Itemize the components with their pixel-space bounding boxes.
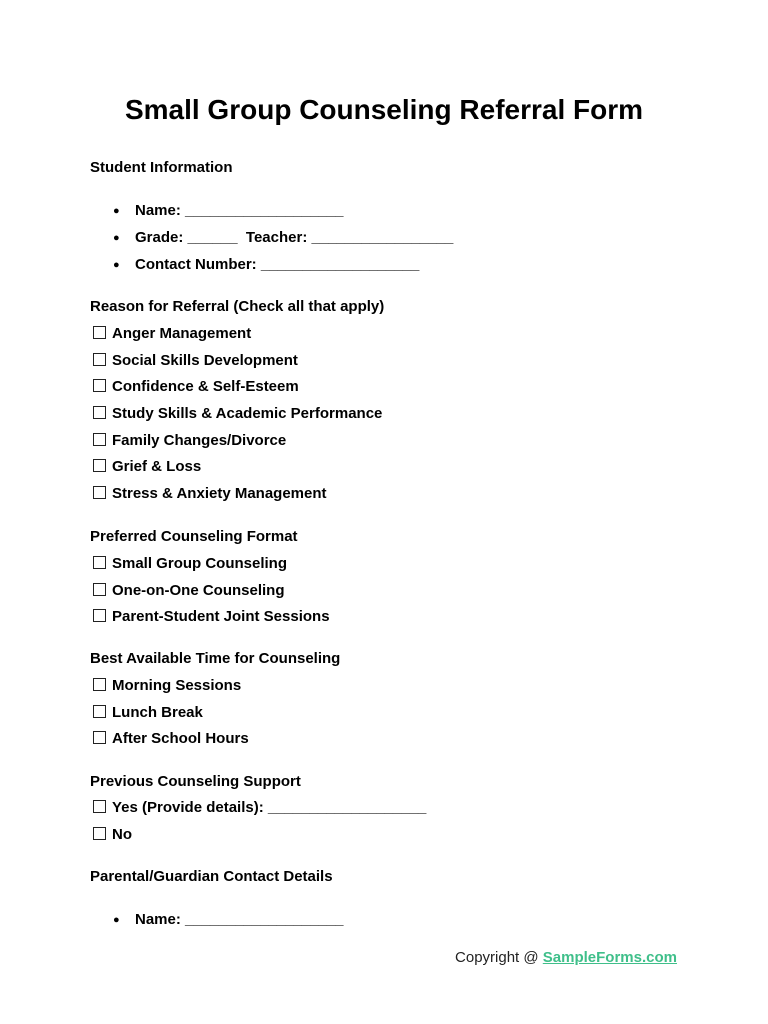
- format-heading: Preferred Counseling Format: [90, 528, 298, 545]
- guardian-name-item[interactable]: ● Name: ___________________: [113, 911, 344, 928]
- time-checkbox-item[interactable]: Lunch Break: [90, 703, 249, 730]
- previous-checkbox-item[interactable]: No: [90, 825, 426, 852]
- checkbox-icon[interactable]: [93, 827, 106, 840]
- checkbox-icon[interactable]: [93, 459, 106, 472]
- checkbox-icon[interactable]: [93, 609, 106, 622]
- checkbox-icon[interactable]: [93, 433, 106, 446]
- student-info-list: [113, 201, 453, 282]
- format-list: [90, 554, 330, 634]
- time-list: [90, 676, 249, 756]
- checkbox-icon[interactable]: [93, 800, 106, 813]
- checkbox-icon[interactable]: [93, 678, 106, 691]
- guardian-heading: Parental/Guardian Contact Details: [90, 868, 333, 885]
- format-checkbox-item[interactable]: Small Group Counseling: [90, 554, 330, 581]
- reason-checkbox-item[interactable]: Family Changes/Divorce: [90, 431, 382, 458]
- student-info-heading: Student Information: [90, 159, 233, 176]
- reason-checkbox-item[interactable]: Study Skills & Academic Performance: [90, 404, 382, 431]
- reason-heading: Reason for Referral (Check all that apply): [90, 298, 385, 315]
- previous-checkbox-item[interactable]: Yes (Provide details): ___________________: [90, 798, 426, 825]
- checkbox-icon[interactable]: [93, 583, 106, 596]
- copyright-footer: [455, 948, 677, 968]
- checkbox-icon[interactable]: [93, 379, 106, 392]
- student-contact-item[interactable]: ● Contact Number: ___________________: [113, 256, 420, 273]
- guardian-list: [113, 910, 344, 937]
- sampleforms-link[interactable]: SampleForms.com: [542, 949, 677, 966]
- checkbox-icon[interactable]: [93, 406, 106, 419]
- checkbox-icon[interactable]: [93, 353, 106, 366]
- reason-checkbox-item[interactable]: Grief & Loss: [90, 457, 382, 484]
- previous-list: [90, 798, 426, 851]
- format-checkbox-item[interactable]: One-on-One Counseling: [90, 581, 330, 608]
- student-grade-teacher-item[interactable]: ● Grade: ______ Teacher: _________________: [113, 229, 454, 246]
- checkbox-icon[interactable]: [93, 705, 106, 718]
- checkbox-icon[interactable]: [93, 326, 106, 339]
- reason-checkbox-item[interactable]: Anger Management: [90, 324, 382, 351]
- copyright-text: Copyright @: [455, 949, 543, 966]
- time-heading: Best Available Time for Counseling: [90, 650, 341, 667]
- bullet-icon: ●: [113, 232, 120, 244]
- bullet-icon: ●: [113, 914, 120, 926]
- previous-heading: Previous Counseling Support: [90, 773, 301, 790]
- checkbox-icon[interactable]: [93, 731, 106, 744]
- time-checkbox-item[interactable]: After School Hours: [90, 729, 249, 756]
- bullet-icon: ●: [113, 205, 120, 217]
- checkbox-icon[interactable]: [93, 486, 106, 499]
- checkbox-icon[interactable]: [93, 556, 106, 569]
- time-checkbox-item[interactable]: Morning Sessions: [90, 676, 249, 703]
- reason-list: [90, 324, 382, 511]
- student-name-item[interactable]: ● Name: ___________________: [113, 202, 344, 219]
- reason-checkbox-item[interactable]: Stress & Anxiety Management: [90, 484, 382, 511]
- page-title: Small Group Counseling Referral Form: [124, 94, 644, 125]
- bullet-icon: ●: [113, 259, 120, 271]
- reason-checkbox-item[interactable]: Confidence & Self-Esteem: [90, 377, 382, 404]
- reason-checkbox-item[interactable]: Social Skills Development: [90, 351, 382, 378]
- format-checkbox-item[interactable]: Parent-Student Joint Sessions: [90, 607, 330, 634]
